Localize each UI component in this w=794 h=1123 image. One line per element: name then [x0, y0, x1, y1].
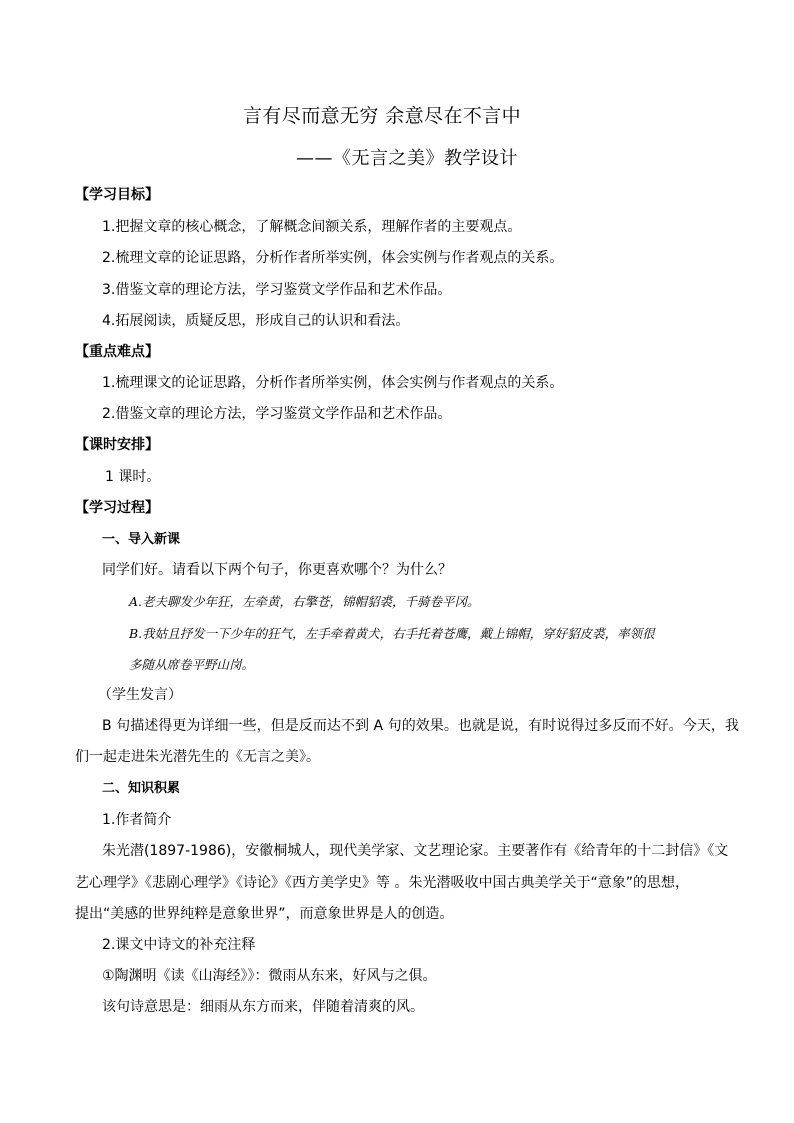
objective-item: 1.把握文章的核心概念，了解概念间额关系，理解作者的主要观点。	[102, 219, 522, 235]
key-points-heading: 【重点难点】	[75, 344, 159, 360]
author-heading: 1.作者简介	[102, 812, 172, 828]
section-intro: 同学们好。请看以下两个句子，你更喜欢哪个？为什么？	[102, 562, 452, 578]
note-item: ①陶渊明《读《山海经》》：微雨从东来，好风与之俱。	[102, 968, 437, 984]
key-point-item: 2.借鉴文章的理论方法，学习鉴赏文学作品和艺术作品。	[102, 406, 452, 422]
author-paragraph: 朱光潜(1897-1986)，安徽桐城人，现代美学家、文艺理论家。主要著作有《给青年的十二封信》《文	[102, 843, 729, 859]
schedule-text: 1 课时。	[105, 469, 161, 485]
poem-option-a: A.老夫聊发少年狂，左牵黄，右擎苍，锦帽貂裘，千骑卷平冈。	[129, 594, 480, 609]
section-title: 二、知识积累	[102, 781, 181, 796]
objectives-heading: 【学习目标】	[75, 187, 159, 203]
student-note: （学生发言）	[98, 687, 182, 703]
section-title: 一、导入新课	[102, 532, 181, 547]
note-explanation: 该句诗意思是：细雨从东方而来，伴随着清爽的风。	[102, 999, 424, 1015]
objective-item: 3.借鉴文章的理论方法，学习鉴赏文学作品和艺术作品。	[102, 282, 452, 298]
intro-paragraph-continued: 们一起走进朱光潜先生的《无言之美》。	[75, 749, 320, 765]
author-paragraph-continued: 提出“美感的世界纯粹是意象世界”，而意象世界是人的创造。	[75, 906, 454, 922]
document-subtitle: ——《无言之美》教学设计	[296, 148, 518, 169]
poem-option-b: B.我姑且抒发一下少年的狂气，左手牵着黄犬，右手托着苍鹰，戴上锦帽，穿好貂皮裘，率领很	[129, 626, 655, 641]
objective-item: 4.拓展阅读，质疑反思，形成自己的认识和看法。	[102, 313, 410, 329]
document-title: 言有尽而意无穷 余意尽在不言中	[243, 105, 522, 127]
notes-heading: 2.课文中诗文的补充注释	[102, 937, 256, 953]
author-paragraph-continued: 艺心理学》《悲剧心理学》《诗论》《西方美学史》等 。朱光潜吸收中国古典美学关于“意象”的思想，	[75, 875, 689, 891]
process-heading: 【学习过程】	[75, 500, 159, 516]
schedule-heading: 【课时安排】	[75, 437, 159, 453]
key-point-item: 1.梳理课文的论证思路，分析作者所举实例，体会实例与作者观点的关系。	[102, 375, 564, 391]
poem-option-b-continued: 多随从席卷平野山岗。	[129, 657, 255, 672]
objective-item: 2.梳理文章的论证思路，分析作者所举实例，体会实例与作者观点的关系。	[102, 250, 564, 266]
intro-paragraph: B 句描述得更为详细一些，但是反而达不到 A 句的效果。也就是说，有时说得过多反而不好。今天，我	[102, 718, 739, 734]
